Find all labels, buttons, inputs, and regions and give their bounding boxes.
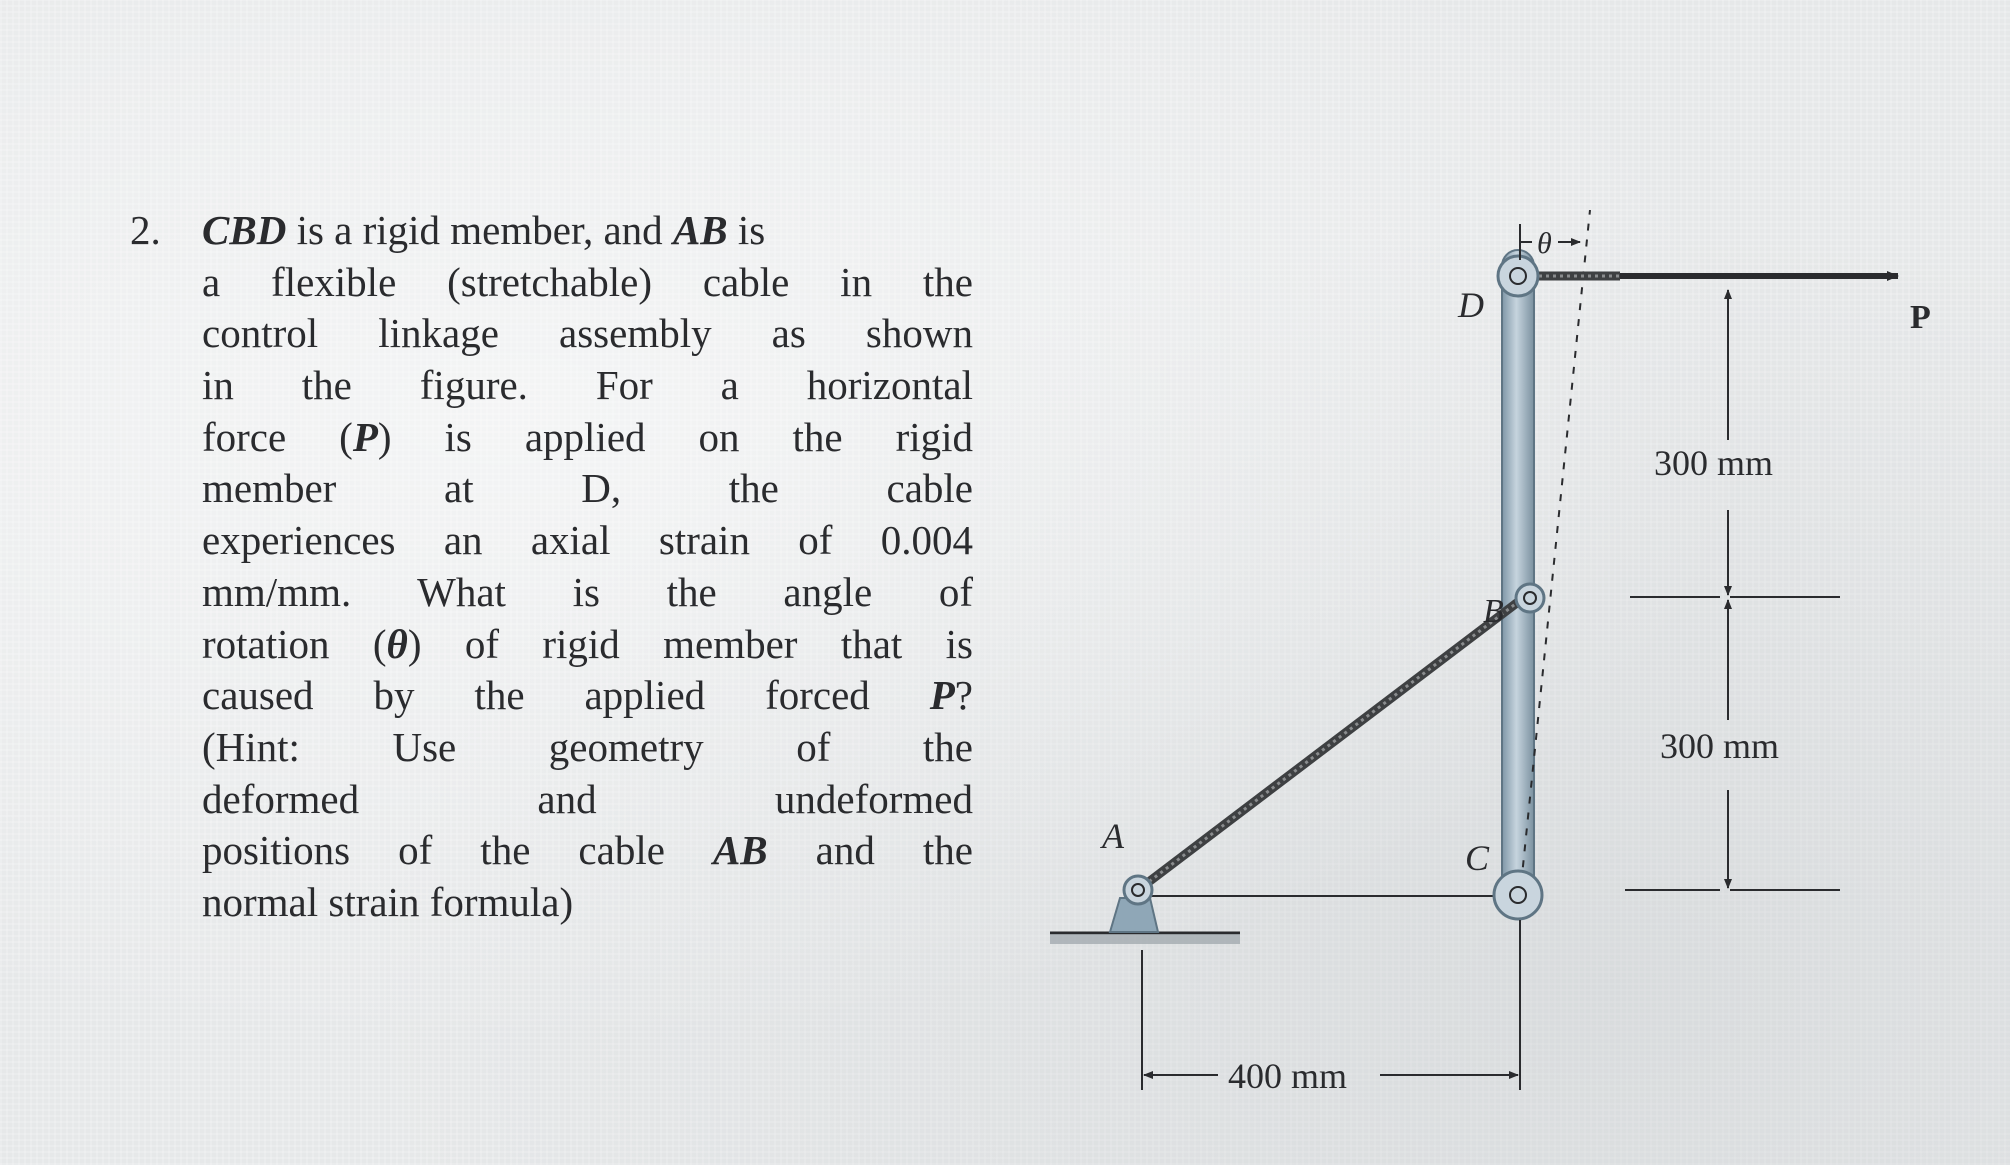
problem-text-run: ) is applied on the rigid bbox=[377, 413, 973, 460]
linkage-diagram bbox=[1040, 210, 1990, 1110]
problem-text-line bbox=[202, 412, 973, 464]
problem-text-run: a flexible (stretchable) cable in the bbox=[202, 258, 973, 305]
problem-text bbox=[202, 205, 973, 929]
problem-text-run: member at D, the cable bbox=[202, 465, 973, 512]
problem-text-run: normal strain formula) bbox=[202, 878, 574, 925]
problem-text-run: deformed and undeformed bbox=[202, 775, 973, 822]
problem-text-run: mm/mm. What is the angle of bbox=[202, 568, 973, 615]
label-theta: θ bbox=[1537, 227, 1552, 260]
pin-a-icon bbox=[1124, 876, 1152, 904]
problem-text-line bbox=[202, 722, 973, 774]
problem-text-line bbox=[202, 619, 973, 671]
pin-b-icon bbox=[1516, 584, 1544, 612]
problem-text-run: (Hint: Use geometry of the bbox=[202, 723, 973, 770]
problem-text-line bbox=[202, 877, 973, 929]
problem-text-run: in the figure. For a horizontal bbox=[202, 362, 973, 409]
emphasized-term: AB bbox=[712, 827, 768, 874]
label-b: B bbox=[1483, 593, 1504, 630]
problem-text-line bbox=[202, 463, 973, 515]
problem-text-line bbox=[202, 257, 973, 309]
emphasized-term: CBD bbox=[202, 207, 287, 253]
vertical-dimensions bbox=[1625, 290, 1840, 890]
dimension-upper-300mm: 300 mm bbox=[1654, 443, 1774, 483]
problem-text-line bbox=[202, 308, 973, 360]
label-d: D bbox=[1458, 285, 1484, 325]
pin-d-icon bbox=[1498, 256, 1538, 296]
label-a: A bbox=[1102, 816, 1124, 856]
emphasized-term: θ bbox=[386, 620, 408, 667]
problem-text-run: is a rigid member, and bbox=[286, 207, 673, 253]
problem-text-line bbox=[202, 567, 973, 619]
problem-text-run: control linkage assembly as shown bbox=[202, 310, 973, 357]
dimension-horizontal-400mm: 400 mm bbox=[1228, 1056, 1348, 1096]
cable-ab bbox=[1138, 602, 1518, 890]
dimension-lower-300mm: 300 mm bbox=[1660, 726, 1780, 766]
emphasized-term: P bbox=[352, 413, 378, 460]
problem-text-run: and the bbox=[767, 827, 973, 874]
problem-number: 2. bbox=[130, 207, 161, 253]
problem-text-line bbox=[202, 774, 973, 826]
emphasized-term: AB bbox=[672, 207, 728, 253]
problem-text-line bbox=[202, 825, 973, 877]
ground-support bbox=[1050, 898, 1240, 944]
problem-text-line bbox=[202, 205, 973, 257]
label-p: P bbox=[1910, 299, 1931, 336]
problem-text-run: positions of the cable bbox=[202, 827, 713, 874]
pin-c-icon bbox=[1494, 871, 1542, 919]
problem-text-line bbox=[202, 360, 973, 412]
problem-text-run: ? bbox=[954, 672, 973, 719]
problem-text-run: ) of rigid member that is bbox=[407, 620, 973, 667]
emphasized-term: P bbox=[929, 672, 955, 719]
rigid-member-cbd bbox=[1502, 250, 1534, 910]
problem-text-run: rotation ( bbox=[202, 620, 387, 667]
problem-text-line bbox=[202, 515, 973, 567]
problem-text-line bbox=[202, 670, 973, 722]
problem-text-run: is bbox=[727, 207, 766, 253]
problem-text-run: experiences an axial strain of 0.004 bbox=[202, 517, 973, 564]
linkage-figure bbox=[1040, 210, 1990, 1110]
problem-text-run: force ( bbox=[202, 413, 353, 460]
label-c: C bbox=[1465, 838, 1490, 878]
problem-text-run: caused by the applied forced bbox=[202, 672, 930, 719]
